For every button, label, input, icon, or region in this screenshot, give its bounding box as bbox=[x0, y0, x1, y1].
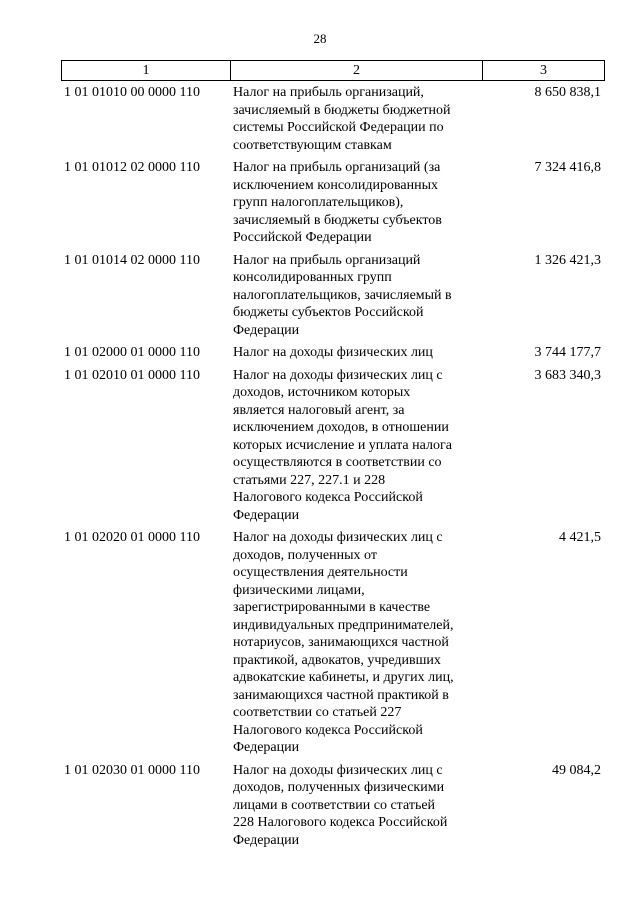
description-line: Налогового кодекса Российской bbox=[233, 490, 423, 505]
description-line: налогоплательщиков, зачисляемый в bbox=[233, 287, 452, 303]
description-line: исключением консолидированных bbox=[233, 177, 438, 193]
description-line: бюджеты субъектов Российской bbox=[233, 305, 424, 320]
description-line: лицами в соответствии со статьей bbox=[233, 797, 436, 813]
column-header-2: 2 bbox=[230, 61, 482, 80]
budget-code: 1 01 01010 00 0000 110 bbox=[64, 85, 200, 100]
description-line: доходов, полученных от bbox=[233, 547, 377, 563]
description-line: Налог на прибыль организаций bbox=[233, 252, 421, 268]
revenue-description bbox=[229, 344, 480, 362]
description-line: практикой, адвокатов, учредивших bbox=[233, 652, 441, 668]
amount: 7 324 416,8 bbox=[534, 160, 601, 175]
revenue-description bbox=[229, 159, 480, 247]
revenue-description bbox=[229, 252, 480, 340]
description-line: консолидированных групп bbox=[233, 270, 392, 285]
table-row bbox=[61, 84, 605, 154]
description-line: зачисляемый в бюджеты бюджетной bbox=[233, 102, 451, 118]
description-line: соответствии со статьей 227 bbox=[233, 705, 402, 720]
column-header-1: 1 bbox=[142, 62, 150, 78]
description-line: Налогового кодекса Российской bbox=[233, 722, 423, 738]
description-line: Федерации bbox=[233, 832, 300, 848]
budget-code: 1 01 02020 01 0000 110 bbox=[64, 530, 200, 545]
description-line: которых исчисление и уплата налога bbox=[233, 437, 452, 453]
description-line: нотариусов, занимающихся частной bbox=[233, 635, 449, 650]
description-line: доходов, полученных физическими bbox=[233, 780, 445, 795]
column-header-3: 3 bbox=[482, 61, 604, 80]
description-line: Налог на прибыль организаций, bbox=[233, 85, 424, 100]
description-line: Налог на доходы физических лиц с bbox=[233, 367, 443, 383]
description-line: доходов, источником которых bbox=[233, 385, 411, 400]
description-line: адвокатские кабинеты, и других лиц, bbox=[233, 670, 454, 685]
description-line: физическими лицами, bbox=[233, 582, 365, 598]
table-row bbox=[61, 159, 605, 247]
budget-code: 1 01 02030 01 0000 110 bbox=[64, 762, 200, 778]
amount: 4 421,5 bbox=[559, 530, 601, 545]
budget-code: 1 01 02010 01 0000 110 bbox=[64, 367, 200, 383]
description-line: соответствующим ставкам bbox=[233, 137, 392, 153]
budget-code: 1 01 01014 02 0000 110 bbox=[64, 252, 200, 268]
description-line: Налог на доходы физических лиц с bbox=[233, 530, 443, 545]
revenue-description bbox=[229, 367, 480, 525]
description-line: Российской Федерации bbox=[233, 230, 372, 245]
table-header bbox=[61, 60, 605, 81]
description-line: Налог на доходы физических лиц с bbox=[233, 762, 443, 778]
table-row bbox=[61, 367, 605, 525]
revenue-description bbox=[229, 762, 480, 850]
amount: 1 326 421,3 bbox=[534, 252, 601, 268]
revenue-description bbox=[229, 529, 480, 757]
description-line: системы Российской Федерации по bbox=[233, 120, 444, 135]
description-line: исключением доходов, в отношении bbox=[233, 420, 449, 435]
amount: 3 744 177,7 bbox=[534, 345, 601, 360]
description-line: индивидуальных предпринимателей, bbox=[233, 617, 454, 633]
description-line: занимающихся частной практикой в bbox=[233, 687, 449, 703]
amount: 3 683 340,3 bbox=[534, 367, 601, 383]
description-line: осуществляются в соответствии со bbox=[233, 455, 442, 470]
description-line: зарегистрированными в качестве bbox=[233, 600, 431, 615]
description-line: Налог на доходы физических лиц bbox=[233, 345, 433, 360]
page-number: 28 bbox=[313, 31, 327, 46]
description-line: является налоговый агент, за bbox=[233, 402, 405, 418]
budget-code: 1 01 01012 02 0000 110 bbox=[64, 160, 200, 175]
description-line: Федерации bbox=[233, 322, 300, 338]
table-row bbox=[61, 529, 605, 757]
description-line: зачисляемый в бюджеты субъектов bbox=[233, 212, 442, 228]
description-line: 228 Налогового кодекса Российской bbox=[233, 815, 448, 830]
table-row bbox=[61, 344, 605, 362]
table-row bbox=[61, 252, 605, 340]
amount: 8 650 838,1 bbox=[534, 85, 601, 100]
description-line: статьями 227, 227.1 и 228 bbox=[233, 472, 386, 488]
description-line: Федерации bbox=[233, 740, 300, 755]
description-line: групп налогоплательщиков), bbox=[233, 195, 404, 210]
description-line: Федерации bbox=[233, 507, 300, 523]
description-line: осуществления деятельности bbox=[233, 565, 408, 580]
amount: 49 084,2 bbox=[552, 762, 601, 778]
table-body bbox=[61, 84, 605, 854]
budget-code: 1 01 02000 01 0000 110 bbox=[64, 345, 200, 360]
description-line: Налог на прибыль организаций (за bbox=[233, 160, 441, 175]
revenue-description bbox=[229, 84, 480, 154]
table-row bbox=[61, 762, 605, 850]
